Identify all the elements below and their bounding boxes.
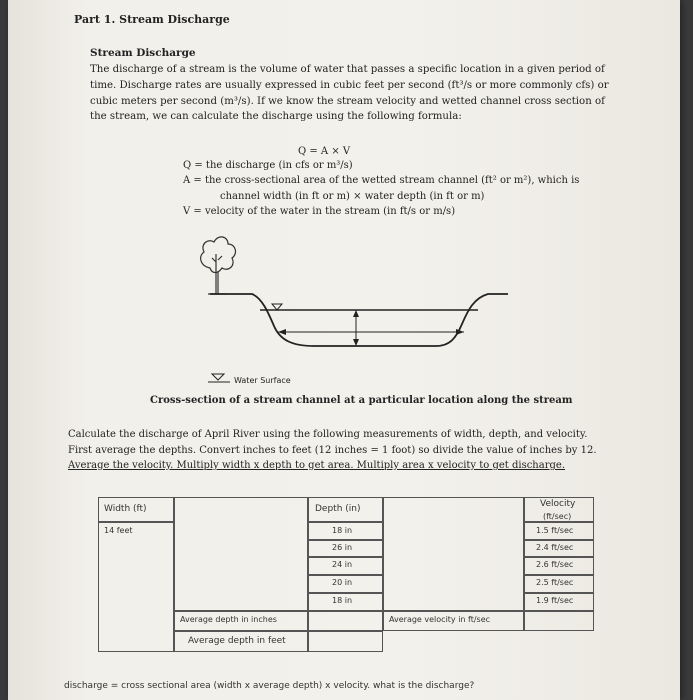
formula-v-definition: V = velocity of the water in the stream (in ft/s or m/s) [183, 206, 456, 217]
velocity-header-2: (ft/sec) [543, 512, 572, 521]
velocity-header-1: Velocity [540, 499, 576, 509]
velocity-value-3: 2.6 ft/sec [536, 560, 574, 569]
water-surface-label: Water Surface [234, 376, 291, 385]
velocity-value-1: 1.5 ft/sec [536, 526, 574, 535]
intro-line-1: The discharge of a stream is the volume of water that passes a specific location in a given period of [90, 64, 605, 75]
depth-header: Depth (in) [315, 504, 361, 514]
formula-q-definition: Q = the discharge (in cfs or m³/s) [183, 160, 353, 171]
intro-paragraph [90, 62, 636, 125]
formula-a-definition-cont: channel width (in ft or m) × water depth (in ft or m) [220, 191, 485, 202]
stream-cross-section-diagram [188, 228, 518, 388]
intro-line-4: the stream, we can calculate the discharge using the following formula: [90, 111, 462, 123]
avg-depth-inches-label: Average depth in inches [180, 615, 277, 624]
depth-value-4: 20 in [332, 578, 353, 587]
avg-depth-feet-label: Average depth in feet [188, 636, 286, 646]
depth-value-1: 18 in [332, 526, 353, 535]
velocity-value-5: 1.9 ft/sec [536, 596, 574, 605]
velocity-value-2: 2.4 ft/sec [536, 543, 574, 552]
worksheet-page [8, 0, 680, 700]
part-title: Part 1. Stream Discharge [74, 13, 230, 26]
depth-value-5: 18 in [332, 596, 353, 605]
velocity-value-4: 2.5 ft/sec [536, 578, 574, 587]
discharge-question: discharge = cross sectional area (width x average depth) x velocity. what is the discharge? [64, 681, 475, 691]
diagram-caption: Cross-section of a stream channel at a particular location along the stream [150, 395, 573, 406]
blank-column-cell[interactable] [174, 497, 308, 611]
instruction-line-1: Calculate the discharge of April River using the following measurements of width, depth, and velocity. [68, 429, 588, 440]
avg-depth-feet-value[interactable] [308, 631, 383, 652]
width-value: 14 feet [104, 526, 133, 535]
water-surface-marker-icon [272, 304, 282, 310]
width-value-cell[interactable] [98, 522, 174, 652]
instruction-line-2: First average the depths. Convert inches to feet (12 inches = 1 foot) so divide the value of inches by 12. [68, 445, 597, 456]
width-header: Width (ft) [104, 504, 147, 514]
depth-value-3: 24 in [332, 560, 353, 569]
avg-velocity-value[interactable] [524, 611, 594, 631]
intro-line-2: time. Discharge rates are usually expressed in cubic feet per second (ft³/s or more commonly cfs) or [90, 79, 609, 91]
avg-depth-inches-value[interactable] [308, 611, 383, 631]
avg-velocity-label: Average velocity in ft/sec [389, 615, 491, 624]
intro-line-3: cubic meters per second (m³/s). If we know the stream velocity and wetted channel cross section of [90, 95, 605, 107]
section-heading: Stream Discharge [90, 47, 196, 59]
formula-main: Q = A × V [298, 146, 351, 157]
blank-column-cell-2[interactable] [383, 497, 524, 611]
channel-profile [210, 294, 508, 346]
formula-a-definition: A = the cross-sectional area of the wetted stream channel (ft² or m²), which is [183, 175, 580, 186]
tree-icon [201, 237, 236, 294]
legend-marker-icon [212, 374, 224, 380]
instruction-line-3: Average the velocity. Multiply width x depth to get area. Multiply area x velocity to get discharge. [68, 460, 565, 471]
depth-value-2: 26 in [332, 543, 353, 552]
